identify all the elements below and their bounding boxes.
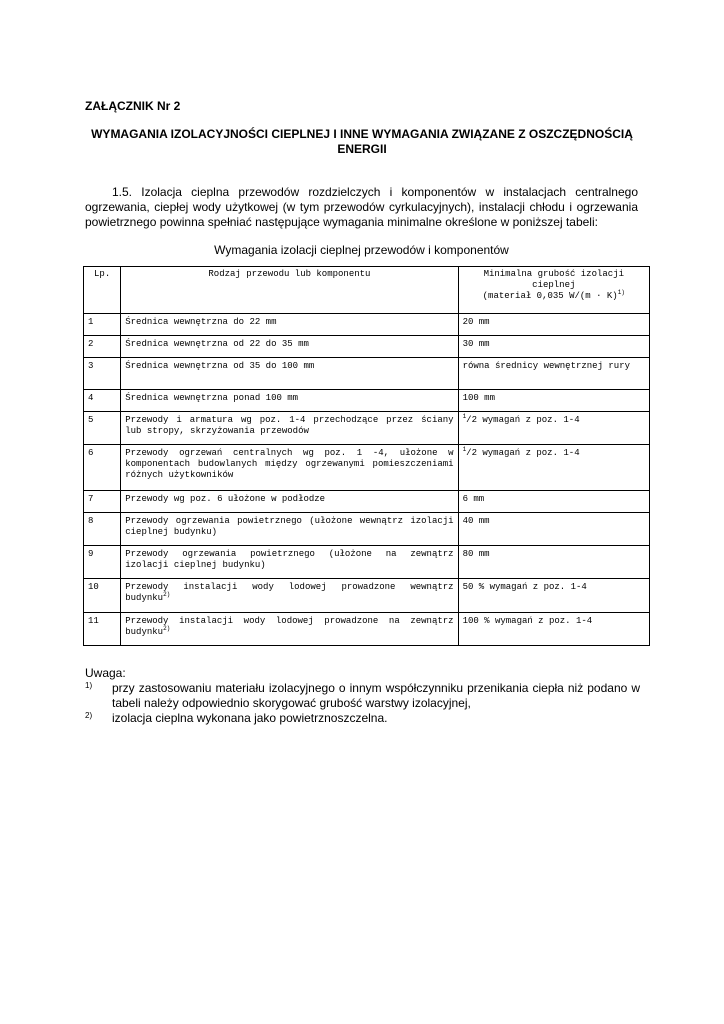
- notes-section: [85, 666, 640, 726]
- note-item: [85, 681, 640, 711]
- row-value-text: /2 wymagań z poz. 1-4: [466, 415, 580, 425]
- row-description-text: Przewody ogrzewania powietrznego (ułożone wewnątrz izolacji cieplnej budynku): [125, 516, 454, 537]
- row-value: [458, 390, 649, 412]
- table-row: [84, 491, 650, 513]
- table-row: [84, 546, 650, 579]
- table-row: [84, 358, 650, 390]
- table-header-row: [84, 267, 650, 314]
- row-number: 11: [84, 613, 121, 646]
- row-description: [121, 491, 458, 513]
- section-title: WYMAGANIA IZOLACYJNOŚCI CIEPLNEJ I INNE WYMAGANIA ZWIĄZANE Z OSZCZĘDNOŚCIĄ ENERGII: [91, 127, 633, 156]
- row-number: 9: [84, 546, 121, 579]
- row-number: 4: [84, 390, 121, 412]
- row-description-text: Średnica wewnętrzna od 35 do 100 mm: [125, 361, 315, 371]
- row-description: [121, 613, 458, 646]
- row-description-text: Średnica wewnętrzna do 22 mm: [125, 317, 277, 327]
- note-item: [85, 711, 640, 726]
- row-value: [458, 445, 649, 491]
- row-description: [121, 513, 458, 546]
- row-description-text: Przewody ogrzewania powietrznego (ułożone na zewnątrz izolacji cieplnej budynku): [125, 549, 454, 570]
- row-description-text: Przewody instalacji wody lodowej prowadzone wewnątrz budynku: [125, 582, 454, 603]
- row-description: [121, 579, 458, 613]
- row-footnote-mark: 2): [163, 625, 171, 632]
- row-description: [121, 445, 458, 491]
- header-no: Lp.: [84, 267, 121, 314]
- row-value-text: 6 mm: [462, 494, 485, 504]
- row-value: [458, 579, 649, 613]
- notes-list: [85, 681, 640, 726]
- table-row: [84, 445, 650, 491]
- row-value-text: równa średnicy wewnętrznej rury: [462, 361, 630, 371]
- table-row: [84, 390, 650, 412]
- row-number: 8: [84, 513, 121, 546]
- row-description-text: Przewody ogrzewań centralnych wg poz. 1 -4, ułożone w komponentach budowlanych między ogrzewanymi pomieszczeniami różnych użytkowników: [125, 448, 454, 480]
- header-material-text: (materiał 0,035 W/(m · K): [482, 291, 618, 301]
- row-description-text: Przewody instalacji wody lodowej prowadzone na zewnątrz budynku: [125, 616, 454, 637]
- row-description-text: Średnica wewnętrzna od 22 do 35 mm: [125, 339, 309, 349]
- note-text: przy zastosowaniu materiału izolacyjnego o innym współczynniku przenikania ciepła niż podano w tabeli należy odpowiednio skorygować grubość warstwy izolacyjnej,: [112, 681, 640, 710]
- table-row: [84, 314, 650, 336]
- notes-title: Uwaga:: [85, 666, 126, 680]
- table-caption: Wymagania izolacji cieplnej przewodów i komponentów: [214, 243, 509, 257]
- row-number: 6: [84, 445, 121, 491]
- header-thickness-label: Minimalna grubość izolacji cieplnej: [483, 269, 624, 290]
- row-value: [458, 546, 649, 579]
- row-value-text: 40 mm: [462, 516, 490, 526]
- row-number: 5: [84, 412, 121, 445]
- row-value-text: 20 mm: [462, 317, 490, 327]
- row-number: 3: [84, 358, 121, 390]
- row-description-text: Średnica wewnętrzna ponad 100 mm: [125, 393, 299, 403]
- row-description: [121, 546, 458, 579]
- header-footnote-mark: 1): [617, 289, 625, 296]
- table-row: [84, 579, 650, 613]
- row-value-sup: 1: [462, 413, 467, 420]
- header-thickness-material: [463, 291, 645, 302]
- row-description: [121, 314, 458, 336]
- row-description-text: Przewody wg poz. 6 ułożone w podłodze: [125, 494, 326, 504]
- row-value: [458, 314, 649, 336]
- row-value: [458, 613, 649, 646]
- note-mark: 1): [85, 681, 93, 690]
- row-footnote-mark: 2): [163, 591, 171, 598]
- row-value-text: 100 mm: [462, 393, 495, 403]
- row-value: [458, 513, 649, 546]
- table-row: [84, 412, 650, 445]
- row-value: [458, 358, 649, 390]
- insulation-table: [83, 266, 650, 646]
- note-text: izolacja cieplna wykonana jako powietrznoszczelna.: [112, 711, 388, 725]
- row-description: [121, 336, 458, 358]
- row-value-text: 50 % wymagań z poz. 1-4: [462, 582, 587, 592]
- row-number: 2: [84, 336, 121, 358]
- row-value-text: /2 wymagań z poz. 1-4: [466, 448, 580, 458]
- row-number: 10: [84, 579, 121, 613]
- row-description-text: Przewody i armatura wg poz. 1-4 przechodzące przez ściany lub stropy, skrzyżowania przewodów: [125, 415, 454, 436]
- row-value: [458, 412, 649, 445]
- table-row: [84, 613, 650, 646]
- row-value-sup: 1: [462, 446, 467, 453]
- row-number: 1: [84, 314, 121, 336]
- row-value-text: 100 % wymagań z poz. 1-4: [462, 616, 593, 626]
- row-value-text: 30 mm: [462, 339, 490, 349]
- row-value-text: 80 mm: [462, 549, 490, 559]
- row-description: [121, 412, 458, 445]
- row-description: [121, 390, 458, 412]
- intro-paragraph: 1.5. Izolacja cieplna przewodów rozdzielczych i komponentów w instalacjach centralnego ogrzewania, ciepłej wody użytkowej (w tym przewodów cyrkulacyjnych), instalacji chłodu i ogrzewania powietrznego powinna spełniać następujące wymagania minimalne określone w poniższej tabeli:: [85, 185, 638, 229]
- row-number: 7: [84, 491, 121, 513]
- row-description: [121, 358, 458, 390]
- table-row: [84, 336, 650, 358]
- header-thickness: [458, 267, 649, 314]
- row-value: [458, 336, 649, 358]
- note-mark: 2): [85, 711, 93, 720]
- header-type: Rodzaj przewodu lub komponentu: [121, 267, 458, 314]
- table-row: [84, 513, 650, 546]
- annex-label: ZAŁĄCZNIK Nr 2: [85, 99, 181, 113]
- row-value: [458, 491, 649, 513]
